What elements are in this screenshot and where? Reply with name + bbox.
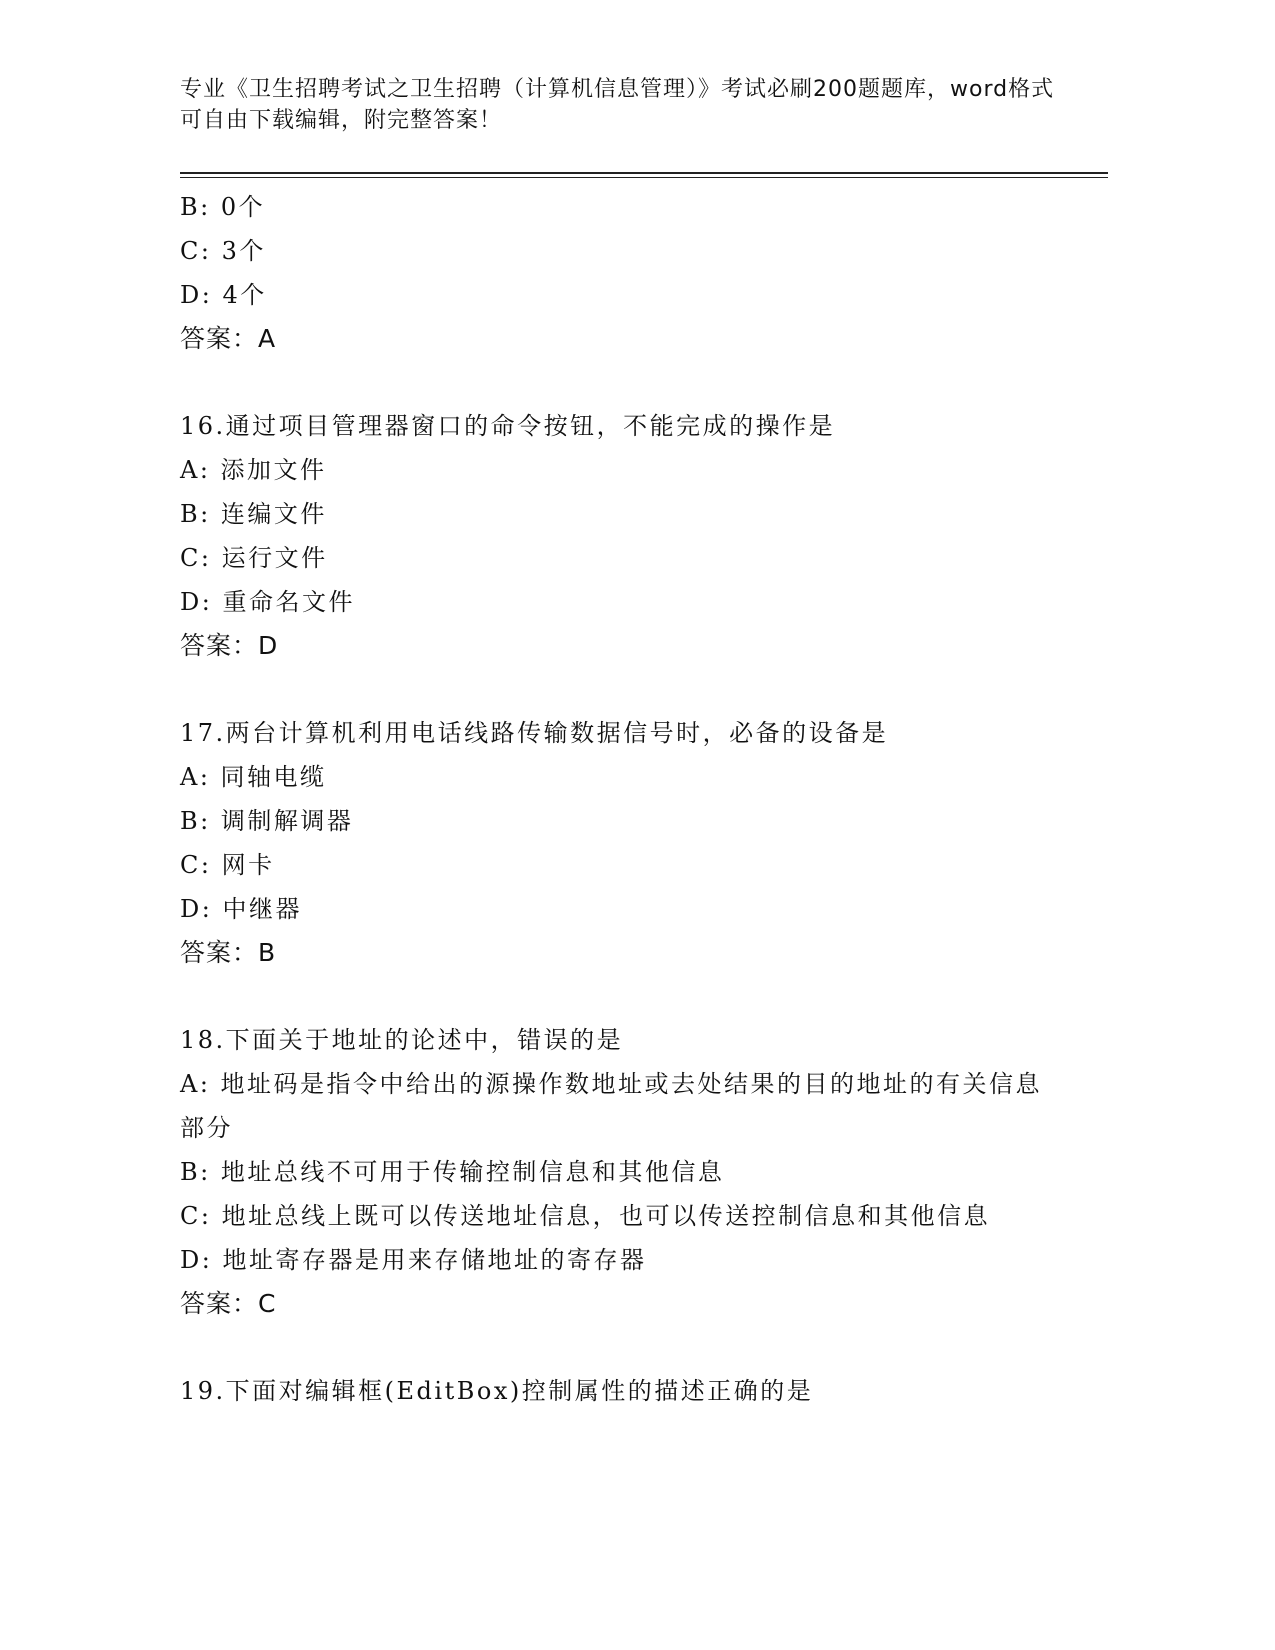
q15-option-c: C: 3个 xyxy=(180,237,266,265)
question-list xyxy=(180,185,1060,1413)
q16-option-a: A: 添加文件 xyxy=(180,456,327,484)
q15-answer: 答案：A xyxy=(180,324,277,353)
q18-option-b: B: 地址总线不可用于传输控制信息和其他信息 xyxy=(180,1158,725,1186)
q17-option-a: A: 同轴电缆 xyxy=(180,763,327,791)
header-divider-thick xyxy=(180,172,1108,174)
question-19 xyxy=(180,1369,1060,1413)
q18-answer: 答案：C xyxy=(180,1289,277,1318)
question-16 xyxy=(180,404,1060,668)
q17-option-c: C: 网卡 xyxy=(180,851,275,879)
question-18 xyxy=(180,1018,1060,1326)
q17-answer: 答案：B xyxy=(180,938,277,967)
q16-answer: 答案：D xyxy=(180,631,279,660)
q18-option-d: D: 地址寄存器是用来存储地址的寄存器 xyxy=(180,1246,647,1274)
q17-text: 17.两台计算机利用电话线路传输数据信号时，必备的设备是 xyxy=(180,719,889,747)
q19-text: 19.下面对编辑框(EditBox)控制属性的描述正确的是 xyxy=(180,1377,814,1405)
q16-option-c: C: 运行文件 xyxy=(180,544,328,572)
header-text: 专业《卫生招聘考试之卫生招聘（计算机信息管理）》考试必刷200题题库，word格式可自由下载编辑，附完整答案！ xyxy=(180,77,1055,133)
question-17 xyxy=(180,711,1060,975)
header-divider-thin xyxy=(180,177,1108,178)
q18-option-a: A: 地址码是指令中给出的源操作数地址或去处结果的目的地址的有关信息部分 xyxy=(180,1070,1043,1142)
q16-option-d: D: 重命名文件 xyxy=(180,588,355,616)
document-header xyxy=(180,74,1060,136)
q16-text: 16.通过项目管理器窗口的命令按钮，不能完成的操作是 xyxy=(180,412,836,440)
q17-option-b: B: 调制解调器 xyxy=(180,807,354,835)
q17-option-d: D: 中继器 xyxy=(180,895,302,923)
q18-text: 18.下面关于地址的论述中，错误的是 xyxy=(180,1026,624,1054)
q16-option-b: B: 连编文件 xyxy=(180,500,327,528)
q18-option-c: C: 地址总线上既可以传送地址信息，也可以传送控制信息和其他信息 xyxy=(180,1202,991,1230)
question-15-tail xyxy=(180,185,1060,361)
q15-option-b: B: 0个 xyxy=(180,193,266,221)
q15-option-d: D: 4个 xyxy=(180,281,267,309)
